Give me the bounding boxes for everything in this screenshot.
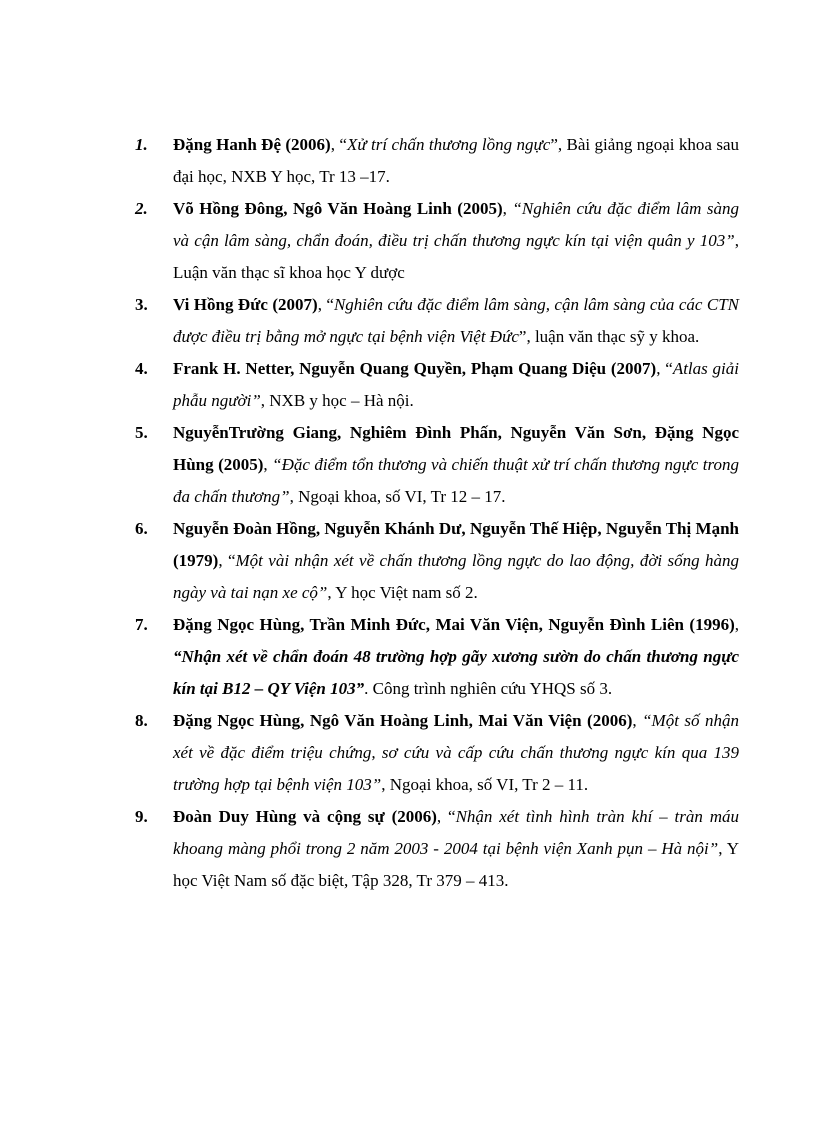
reference-item xyxy=(135,609,739,705)
reference-separator: , xyxy=(263,455,273,474)
reference-title: Nhận xét tình hình tràn khí – tràn máu khoang màng phổi trong 2 năm 2003 - 2004 tại bệnh viện Xanh pụn – Hà nội” xyxy=(173,807,739,858)
reference-separator: , xyxy=(260,391,270,410)
reference-number: 2. xyxy=(135,199,148,218)
reference-separator: ”, xyxy=(518,327,535,346)
reference-item xyxy=(135,193,739,289)
reference-authors: Frank H. Netter, Nguyễn Quang Quyền, Phạm Quang Diệu (2007) xyxy=(173,359,657,378)
reference-number: 5. xyxy=(135,423,148,442)
reference-item xyxy=(135,353,739,417)
reference-title: Một vài nhận xét về chấn thương lồng ngực do lao động, đời sống hàng ngày và tai nạn xe cộ” xyxy=(173,551,739,602)
reference-number: 6. xyxy=(135,519,148,538)
reference-title: “Một số nhận xét về đặc điểm triệu chứng, sơ cứu và cấp cứu chấn thương ngực kín qua 139 trường hợp tại bệnh viện 103” xyxy=(173,711,739,794)
reference-item xyxy=(135,417,739,513)
reference-item xyxy=(135,513,739,609)
reference-separator: . xyxy=(364,679,373,698)
reference-publication: Bài giảng ngoại khoa sau đại học, NXB Y học, Tr 13 –17. xyxy=(173,135,740,186)
reference-title: “Nghiên cứu đặc điểm lâm sàng và cận lâm sàng, chẩn đoán, điều trị chấn thương ngực kín tại viện quân y 103” xyxy=(173,199,740,250)
reference-publication: NXB y học – Hà nội. xyxy=(269,391,414,410)
reference-separator: , xyxy=(327,583,336,602)
reference-authors: NguyễnTrường Giang, Nghiêm Đình Phấn, Nguyễn Văn Sơn, Đặng Ngọc Hùng (2005) xyxy=(173,423,739,474)
reference-title: “Đặc điểm tổn thương và chiến thuật xử trí chấn thương ngực trong đa chấn thương” xyxy=(173,455,739,506)
reference-publication: Ngoại khoa, số VI, Tr 12 – 17. xyxy=(298,487,506,506)
reference-separator: , xyxy=(289,487,299,506)
reference-separator: , “ xyxy=(656,359,673,378)
reference-list xyxy=(135,129,739,897)
reference-separator: , xyxy=(718,839,727,858)
reference-item xyxy=(135,801,739,897)
reference-separator: , “ xyxy=(436,807,456,826)
reference-authors: Nguyễn Đoàn Hồng, Nguyễn Khánh Dư, Nguyễn Thế Hiệp, Nguyễn Thị Mạnh (1979) xyxy=(173,519,739,570)
reference-separator: , xyxy=(734,231,739,250)
reference-separator: , xyxy=(502,199,513,218)
reference-separator: , “ xyxy=(218,551,236,570)
reference-separator: ”, xyxy=(550,135,567,154)
reference-publication: Y học Việt Nam số đặc biệt, Tập 328, Tr 379 – 413. xyxy=(173,839,740,890)
reference-separator: , “ xyxy=(317,295,334,314)
reference-number: 3. xyxy=(135,295,148,314)
reference-separator: , xyxy=(381,775,390,794)
reference-title: Xử trí chấn thương lồng ngực xyxy=(346,135,551,154)
reference-item xyxy=(135,129,739,193)
reference-number: 9. xyxy=(135,807,148,826)
reference-publication: Luận văn thạc sĩ khoa học Y dược xyxy=(173,263,405,282)
reference-publication: luận văn thạc sỹ y khoa. xyxy=(534,327,700,346)
reference-separator: , xyxy=(734,615,739,634)
reference-item xyxy=(135,289,739,353)
reference-number: 8. xyxy=(135,711,148,730)
reference-authors: Đặng Hanh Đệ (2006) xyxy=(173,135,331,154)
reference-authors: Đoàn Duy Hùng và cộng sự (2006) xyxy=(173,807,437,826)
reference-publication: Ngoại khoa, số VI, Tr 2 – 11. xyxy=(389,775,589,794)
reference-authors: Võ Hồng Đông, Ngô Văn Hoàng Linh (2005) xyxy=(173,199,503,218)
reference-item xyxy=(135,705,739,801)
reference-authors: Đặng Ngọc Hùng, Trần Minh Đức, Mai Văn Viện, Nguyễn Đình Liên (1996) xyxy=(173,615,735,634)
reference-title: Nghiên cứu đặc điểm lâm sàng, cận lâm sàng của các CTN được điều trị bằng mở ngực tại bệnh viện Việt Đức xyxy=(173,295,740,346)
reference-number: 1. xyxy=(135,135,148,154)
reference-title: Atlas giải phẫu người” xyxy=(173,359,740,410)
reference-authors: Vi Hồng Đức (2007) xyxy=(173,295,318,314)
reference-publication: Công trình nghiên cứu YHQS số 3. xyxy=(372,679,613,698)
reference-separator: , “ xyxy=(330,135,347,154)
reference-number: 7. xyxy=(135,615,148,634)
reference-title: “Nhận xét về chẩn đoán 48 trường hợp gãy xương sườn do chấn thương ngực kín tại B12 – QY Viện 103” xyxy=(173,647,739,698)
reference-authors: Đặng Ngọc Hùng, Ngô Văn Hoàng Linh, Mai Văn Viện (2006) xyxy=(173,711,633,730)
reference-separator: , xyxy=(632,711,643,730)
reference-number: 4. xyxy=(135,359,148,378)
reference-publication: Y học Việt nam số 2. xyxy=(335,583,478,602)
